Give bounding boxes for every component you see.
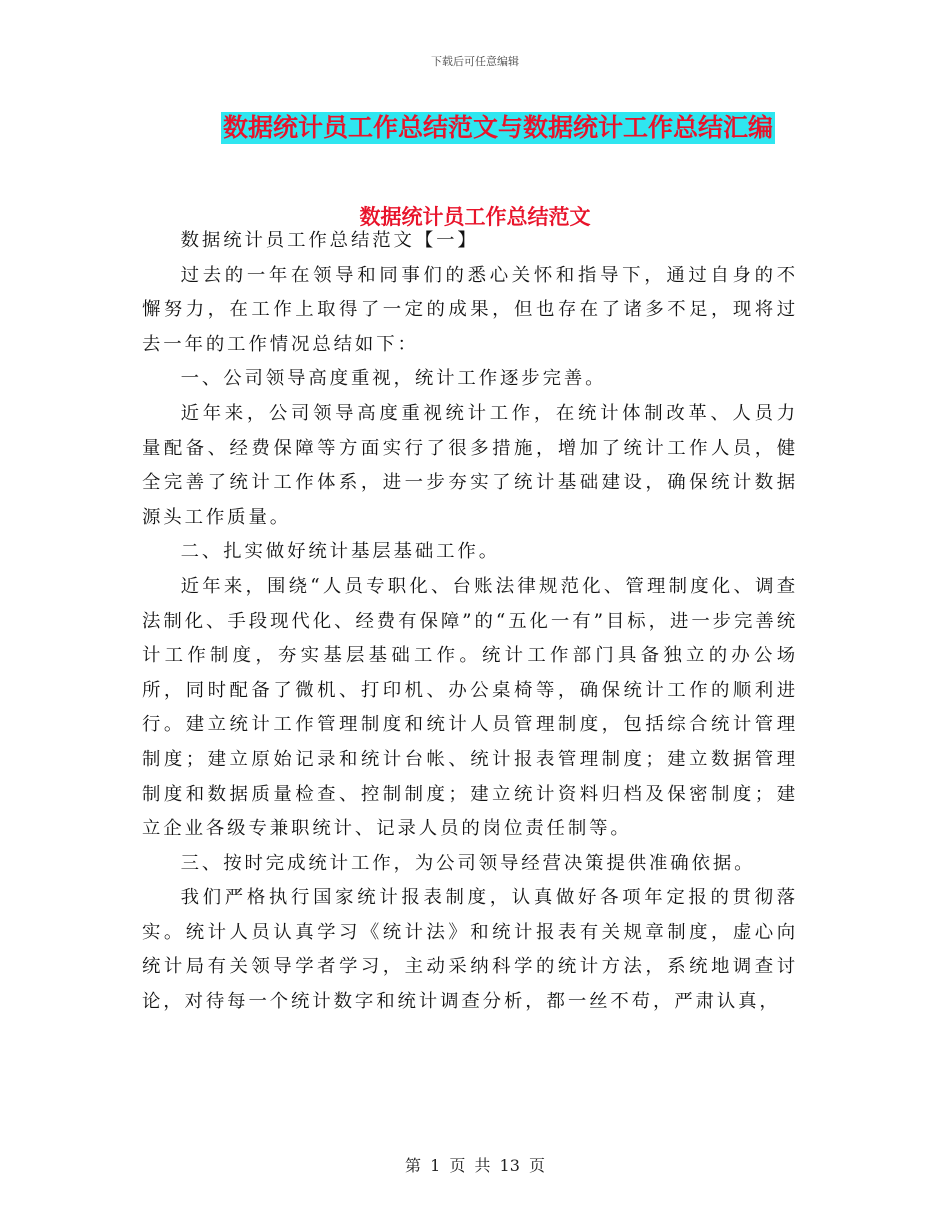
paragraph: 三、按时完成统计工作，为公司领导经营决策提供准确依据。 [180, 852, 756, 874]
paragraph: 过去的一年在领导和同事们的悉心关怀和指导下，通过自身的不懈努力，在工作上取得了一定的成果，但也存在了诸多不足，现将过去一年的工作情况总结如下： [142, 264, 798, 355]
paragraph: 数据统计员工作总结范文【一】 [180, 230, 479, 251]
paragraph: 近年来，围绕“人员专职化、台账法律规范化、管理制度化、调查法制化、手段现代化、经费有保障”的“五化一有”目标，进一步完善统计工作制度，夯实基层基础工作。统计工作部门具备独立的办公场所，同时配备了微机、打印机、办公桌椅等，确保统计工作的顺利进行。建立统计工作管理制度和统计人员管理制度，包括综合统计管理制度；建立原始记录和统计台帐、统计报表管理制度；建立数据管理制度和数据质量检查、控制制度；建立统计资料归档及保密制度；建立企业各级专兼职统计、记录人员的岗位责任制等。 [142, 575, 798, 840]
paragraph: 二、扎实做好统计基层基础工作。 [180, 541, 500, 563]
main-title-container [0, 112, 950, 144]
section-title: 数据统计员工作总结范文 [359, 205, 591, 229]
paragraph: 我们严格执行国家统计报表制度，认真做好各项年定报的贯彻落实。统计人员认真学习《统计法》和统计报表有关规章制度，虚心向统计局有关领导学者学习，主动采纳科学的统计方法，系统地调查讨论，对待每一个统计数字和统计调查分析，都一丝不苟，严肃认真， [142, 887, 798, 1013]
page-header-note: 下载后可任意编辑 [431, 55, 519, 68]
paragraph: 一、公司领导高度重视，统计工作逐步完善。 [180, 368, 607, 390]
main-title: 数据统计员工作总结范文与数据统计工作总结汇编 [222, 113, 773, 142]
paragraph: 近年来，公司领导高度重视统计工作，在统计体制改革、人员力量配备、经费保障等方面实行了很多措施，增加了统计工作人员，健全完善了统计工作体系，进一步夯实了统计基础建设，确保统计数据源头工作质量。 [142, 402, 798, 528]
document-body [142, 224, 798, 1020]
page-number-footer: 第 1 页 共 13 页 [405, 1156, 545, 1175]
